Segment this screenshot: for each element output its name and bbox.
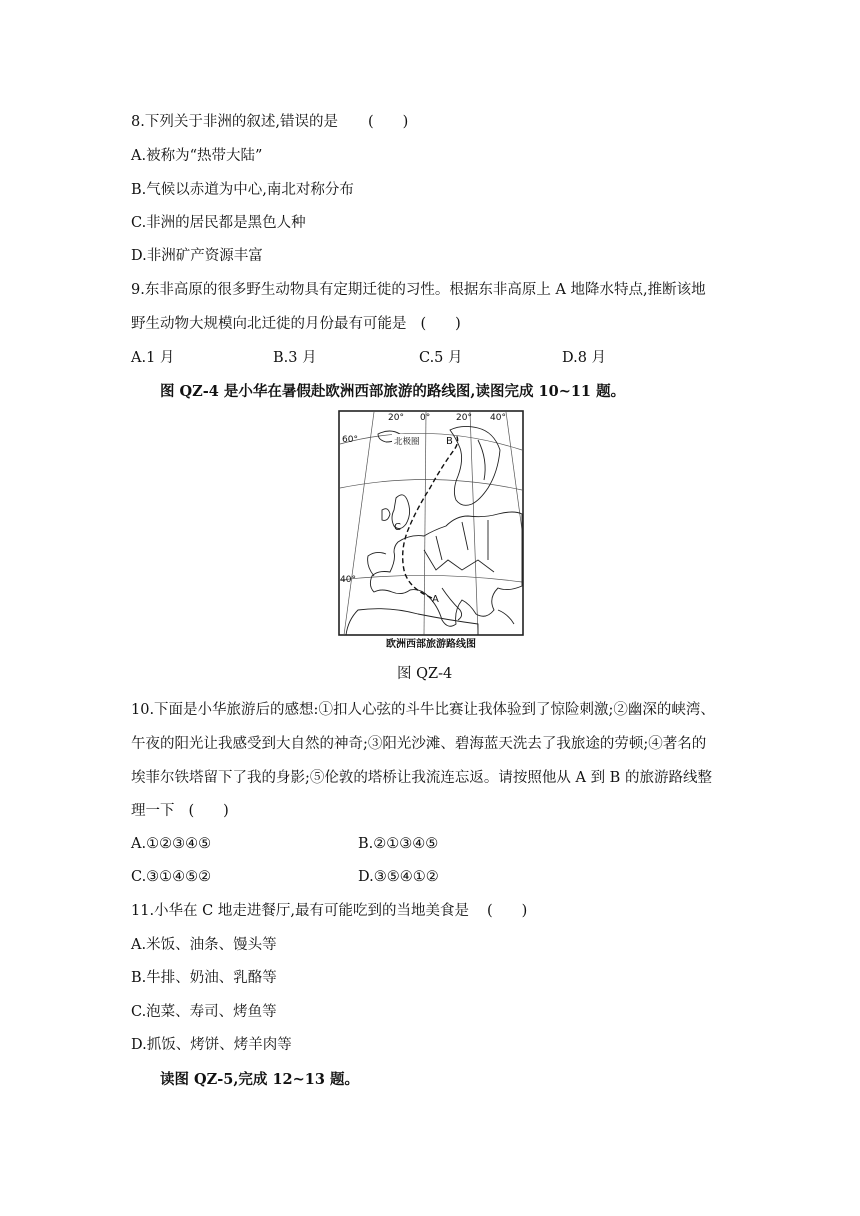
europe-route-map: [338, 410, 524, 650]
q9-stem-line1: 9.东非高原的很多野生动物具有定期迁徙的习性。根据东非高原上 A 地降水特点,推断该地: [131, 282, 706, 298]
lon-label-0: 0°: [420, 413, 431, 423]
q10-option-c: C.③①④⑤②: [131, 869, 212, 885]
lat-label-60: 60°: [342, 435, 358, 445]
q11-option-c: C.泡菜、寿司、烤鱼等: [131, 1004, 277, 1020]
point-c-label: C: [394, 522, 401, 533]
lon-label-w20: 20°: [388, 413, 404, 423]
q10-stem-line1: 10.下面是小华旅游后的感想:①扣人心弦的斗牛比赛让我体验到了惊险刺激;②幽深的峡湾、: [131, 702, 715, 718]
q9-option-b: B.3 月: [273, 350, 317, 366]
intro-12-13: 读图 QZ-5,完成 12~13 题。: [160, 1071, 360, 1088]
lon-label-e40: 40°: [490, 413, 506, 423]
q10-stem-line4: 理一下 ( ): [131, 803, 229, 819]
point-b-label: B: [446, 436, 453, 447]
q8-option-b: B.气候以赤道为中心,南北对称分布: [131, 182, 354, 198]
figure-title: 欧洲西部旅游路线图: [386, 639, 476, 650]
q10-stem-line2: 午夜的阳光让我感受到大自然的神奇;③阳光沙滩、碧海蓝天洗去了我旅途的劳顿;④著名的: [131, 736, 707, 752]
q10-option-b: B.②①③④⑤: [358, 836, 439, 852]
q9-option-d: D.8 月: [562, 350, 607, 366]
q9-option-a: A.1 月: [131, 350, 175, 366]
q8-stem: 8.下列关于非洲的叙述,错误的是 ( ): [131, 114, 409, 130]
q10-stem-line3: 埃菲尔铁塔留下了我的身影;⑤伦敦的塔桥让我流连忘返。请按照他从 A 到 B 的旅游路线整: [131, 770, 712, 786]
q11-stem: 11.小华在 C 地走进餐厅,最有可能吃到的当地美食是 ( ): [131, 903, 528, 919]
point-a-label: A: [432, 594, 439, 605]
q11-option-b: B.牛排、奶油、乳酪等: [131, 970, 277, 986]
q9-stem-line2: 野生动物大规模向北迁徙的月份最有可能是 ( ): [131, 316, 461, 332]
q9-option-c: C.5 月: [419, 350, 463, 366]
q8-option-c: C.非洲的居民都是黑色人种: [131, 215, 306, 231]
lon-label-e20: 20°: [456, 413, 472, 423]
q11-option-d: D.抓饭、烤饼、烤羊肉等: [131, 1037, 292, 1053]
q10-option-d: D.③⑤④①②: [358, 869, 439, 885]
lat-label-40: 40°: [340, 575, 356, 585]
q8-option-a: A.被称为“热带大陆”: [131, 148, 263, 164]
arctic-circle-label: 北极圈: [394, 437, 420, 447]
q11-option-a: A.米饭、油条、馒头等: [131, 937, 277, 953]
q10-option-a: A.①②③④⑤: [131, 836, 212, 852]
intro-10-11: 图 QZ-4 是小华在暑假赴欧洲西部旅游的路线图,读图完成 10~11 题。: [160, 383, 626, 400]
figure-caption: 图 QZ-4: [397, 666, 453, 682]
q8-option-d: D.非洲矿产资源丰富: [131, 248, 263, 264]
